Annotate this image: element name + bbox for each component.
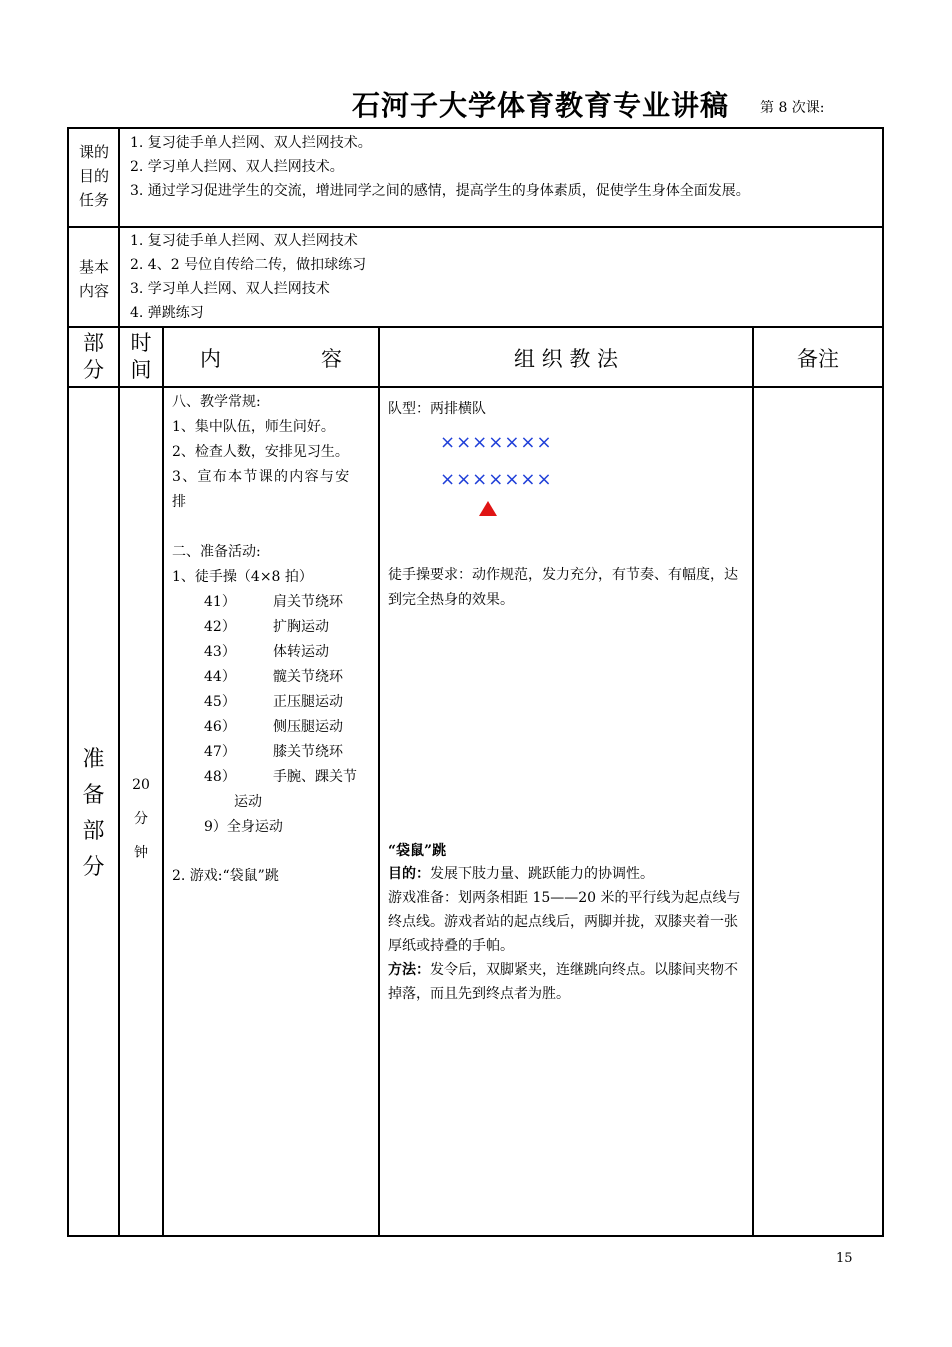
exercise-no: 43） <box>204 644 236 660</box>
page-title: 石河子大学体育教育专业讲稿 <box>352 89 730 122</box>
section-time <box>120 768 162 870</box>
header-time <box>120 330 162 384</box>
exercise-no: 44） <box>204 669 236 685</box>
exercise-item <box>204 640 357 665</box>
exercise-item <box>204 690 357 715</box>
content-line: 1、集中队伍，师生问好。 <box>172 419 335 435</box>
header-content-b: 容 <box>321 347 342 371</box>
exercise-no: 47） <box>204 744 236 760</box>
exercise-no: 45） <box>204 694 236 710</box>
section-content <box>172 390 351 590</box>
exercise-name: 扩胸运动 <box>273 619 329 635</box>
part-char: 备 <box>82 783 105 808</box>
exercise-name: 手腕、踝关节 <box>273 769 357 785</box>
game-title: “袋鼠”跳 <box>388 843 447 859</box>
content-line: 二、准备活动: <box>172 544 261 560</box>
formation-row-2: ××××××× <box>440 469 553 490</box>
label-line: 目的 <box>78 167 109 185</box>
goal-label: 目的： <box>388 866 430 882</box>
exercise-name: 侧压腿运动 <box>273 719 343 735</box>
method-line <box>388 958 748 1006</box>
teacher-triangle-icon <box>479 501 497 516</box>
exercise-item <box>204 615 357 640</box>
page-number: 15 <box>836 1251 853 1266</box>
header-part <box>69 330 118 384</box>
exercise-item <box>204 665 357 690</box>
label-line: 任务 <box>78 191 109 209</box>
content-line: 八、教学常规: <box>172 394 261 410</box>
exercise-continuation: 运动 <box>234 794 262 810</box>
section-part <box>69 742 118 886</box>
objectives-list <box>130 131 750 203</box>
method-text: 发令后，双脚紧夹，连继跳向终点。以膝间夹物不掉落，而且先到终点者为胜。 <box>388 962 738 1002</box>
content-line: 2、检查人数，安排见习生。 <box>172 444 349 460</box>
formation-row-1: ××××××× <box>440 432 553 453</box>
exercise-nine: 9）全身运动 <box>204 819 283 835</box>
exercise-item <box>204 765 357 790</box>
content-item: 4. 弹跳练习 <box>130 305 204 321</box>
content-item: 2. 4、2 号位自传给二传，做扣球练习 <box>130 257 367 273</box>
label-line: 内容 <box>78 282 109 300</box>
exercise-name: 正压腿运动 <box>273 694 343 710</box>
lesson-number: 第 8 次课: <box>760 100 825 116</box>
exercise-list <box>204 590 357 790</box>
game-item: 2. 游戏:“袋鼠”跳 <box>172 868 279 884</box>
exercise-no: 42） <box>204 619 236 635</box>
part-char: 准 <box>82 747 105 772</box>
content-item: 1. 复习徒手单人拦网、双人拦网技术 <box>130 233 358 249</box>
header-method: 组 织 教 法 <box>513 347 619 371</box>
exercise-name: 体转运动 <box>273 644 329 660</box>
exercise-name: 膝关节绕环 <box>273 744 343 760</box>
exercise-requirement: 徒手操要求：动作规范，发力充分，有节奏、有幅度，达到完全热身的效果。 <box>388 567 738 608</box>
objectives-label <box>70 140 118 212</box>
header-char: 分 <box>83 358 104 382</box>
label-line: 基本 <box>78 258 109 276</box>
exercise-no: 48） <box>204 769 236 785</box>
content-line: 3、宣布本节课的内容与安 <box>172 469 351 485</box>
header-content-a: 内 <box>200 347 221 371</box>
exercise-item <box>204 590 357 615</box>
formation-label: 队型：两排横队 <box>388 401 486 417</box>
objective-item: 3. 通过学习促进学生的交流，增进同学之间的感情，提高学生的身体素质，促使学生身体全面发展。 <box>130 183 750 199</box>
objective-item: 2. 学习单人拦网、双人拦网技术。 <box>130 159 344 175</box>
exercise-name: 肩关节绕环 <box>273 594 343 610</box>
content-line <box>172 515 351 540</box>
content-line: 排 <box>172 494 186 510</box>
header-char: 部 <box>83 331 104 355</box>
label-line: 课的 <box>78 143 109 161</box>
exercise-name: 髋关节绕环 <box>273 669 343 685</box>
exercise-item <box>204 715 357 740</box>
basic-content-label <box>70 255 118 303</box>
header-remark: 备注 <box>797 347 839 371</box>
method-label: 方法： <box>388 962 430 978</box>
goal-line <box>388 862 748 886</box>
exercise-no: 46） <box>204 719 236 735</box>
header-char: 时 <box>130 331 152 355</box>
exercise-no: 41） <box>204 594 236 610</box>
part-char: 分 <box>82 855 105 880</box>
time-line: 钟 <box>134 845 148 861</box>
game-description <box>388 862 748 1006</box>
time-line: 分 <box>134 811 148 827</box>
content-line: 1、徒手操（4×8 拍） <box>172 569 313 585</box>
content-item: 3. 学习单人拦网、双人拦网技术 <box>130 281 330 297</box>
part-char: 部 <box>82 819 105 844</box>
goal-text: 发展下肢力量、跳跃能力的协调性。 <box>430 866 654 882</box>
prep-text: 游戏准备：划两条相距 15——20 米的平行线为起点线与终点线。游戏者站的起点线后，两脚并拢，双膝夹着一张厚纸或持叠的手帕。 <box>388 890 741 954</box>
objective-item: 1. 复习徒手单人拦网、双人拦网技术。 <box>130 135 372 151</box>
basic-content-list <box>130 229 366 325</box>
time-line: 20 <box>132 777 150 793</box>
exercise-item <box>204 740 357 765</box>
header-char: 间 <box>130 358 152 382</box>
